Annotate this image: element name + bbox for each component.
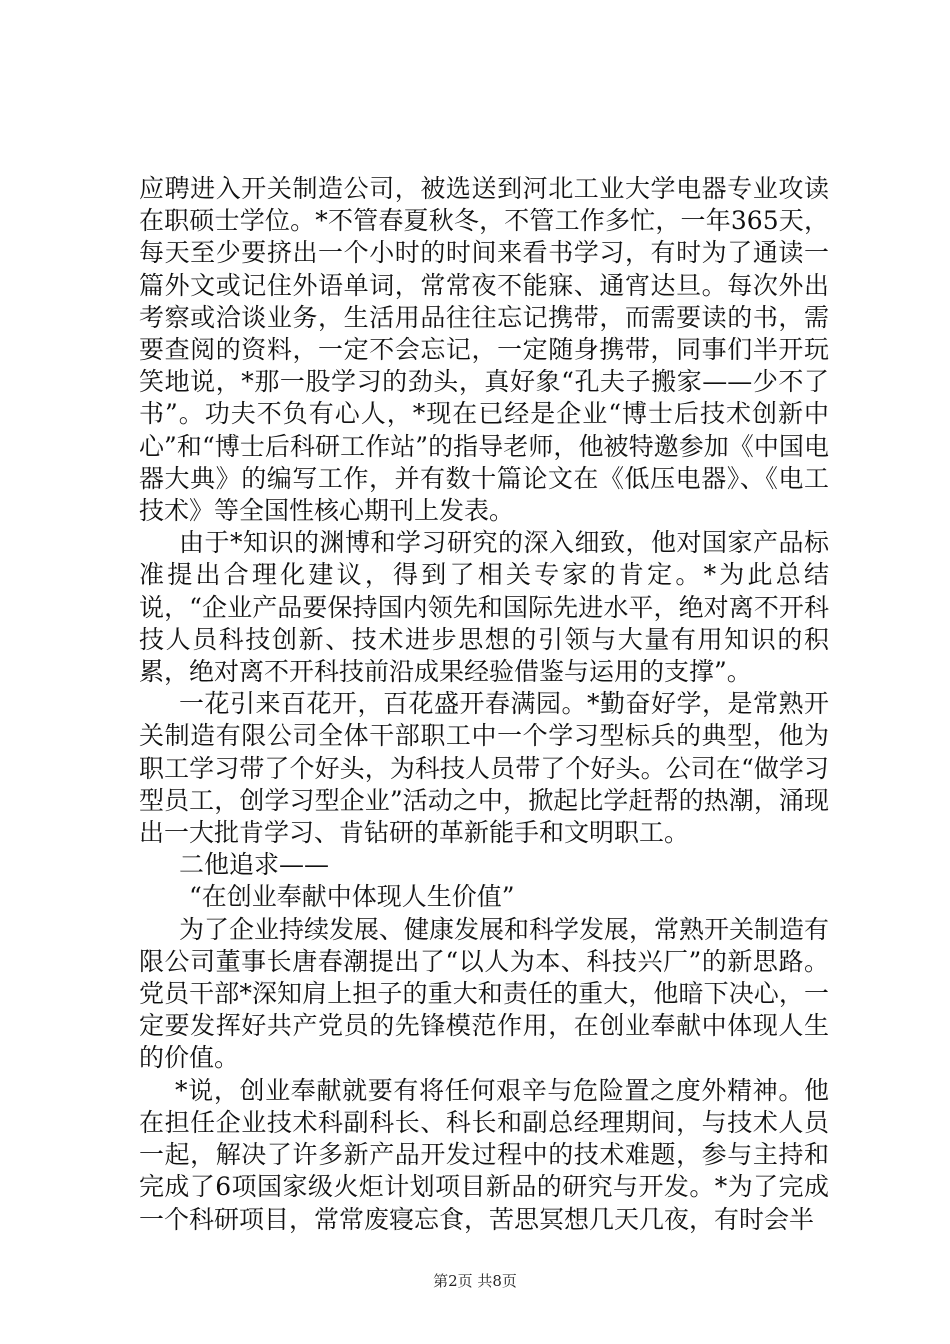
section-subheading: “在创业奉献中体现人生价值” xyxy=(189,882,515,912)
paragraph-1: 应聘进入开关制造公司，被选送到河北工业大学电器专业攻读在职硕士学位。*不管春夏秋冬，不管工作多忙，一年365天，每天至少要挤出一个小时的时间来看书学习，有时为了通读一篇外文或记住外语单词，常常夜不能寐、通宵达旦。每次外出考察或洽谈业务，生活用品往往忘记携带，而需要读的书，需要查阅的资料，一定不会忘记，一定随身携带，同事们半开玩笑地说，*那一股学习的劲头，真好象“孔夫子搬家——少不了书”。功夫不负有心人，*现在已经是企业“博士后技术创新中心”和“博士后科研工作站”的指导老师，他被特邀参加《中国电器大典》的编写工作，并有数十篇论文在《低压电器》、《电工技术》等全国性核心期刊上发表。 xyxy=(139,174,829,526)
document-body xyxy=(139,173,829,1236)
paragraph-4: 为了企业持续发展、健康发展和科学发展，常熟开关制造有限公司董事长唐春潮提出了“以人为本、科技兴厂”的新思路。党员干部*深知肩上担子的重大和责任的重大，他暗下决心，一定要发挥好共产党员的先锋模范作用，在创业奉献中体现人生的价值。 xyxy=(139,914,830,1073)
paragraph-5: *说，创业奉献就要有将任何艰辛与危险置之度外精神。他在担任企业技术科副科长、科长和副总经理期间，与技术人员一起，解决了许多新产品开发过程中的技术难题，参与主持和完成了6项国家级火炬计划项目新品的研究与开发。*为了完成一个科研项目，常常废寝忘食，苦思冥想几天几夜，有时会半 xyxy=(139,1075,829,1234)
paragraph-2: 由于*知识的渊博和学习研究的深入细致，他对国家产品标准提出合理化建议，得到了相关专家的肯定。*为此总结说，“企业产品要保持国内领先和国际先进水平，绝对离不开科技人员科技创新、技术进步思想的引领与大量有用知识的积累，绝对离不开科技前沿成果经验借鉴与运用的支撑”。 xyxy=(139,528,829,687)
page-footer: 第2页 共8页 xyxy=(433,1272,517,1290)
paragraph-3: 一花引来百花开，百花盛开春满园。*勤奋好学，是常熟开关制造有限公司全体干部职工中一个学习型标兵的典型，他为职工学习带了个好头，为科技人员带了个好头。公司在“做学习型员工，创学习型企业”活动之中，掀起比学赶帮的热潮，涌现出一大批肯学习、肯钻研的革新能手和文明职工。 xyxy=(139,689,829,848)
section-heading: 二他追求—— xyxy=(179,850,330,880)
